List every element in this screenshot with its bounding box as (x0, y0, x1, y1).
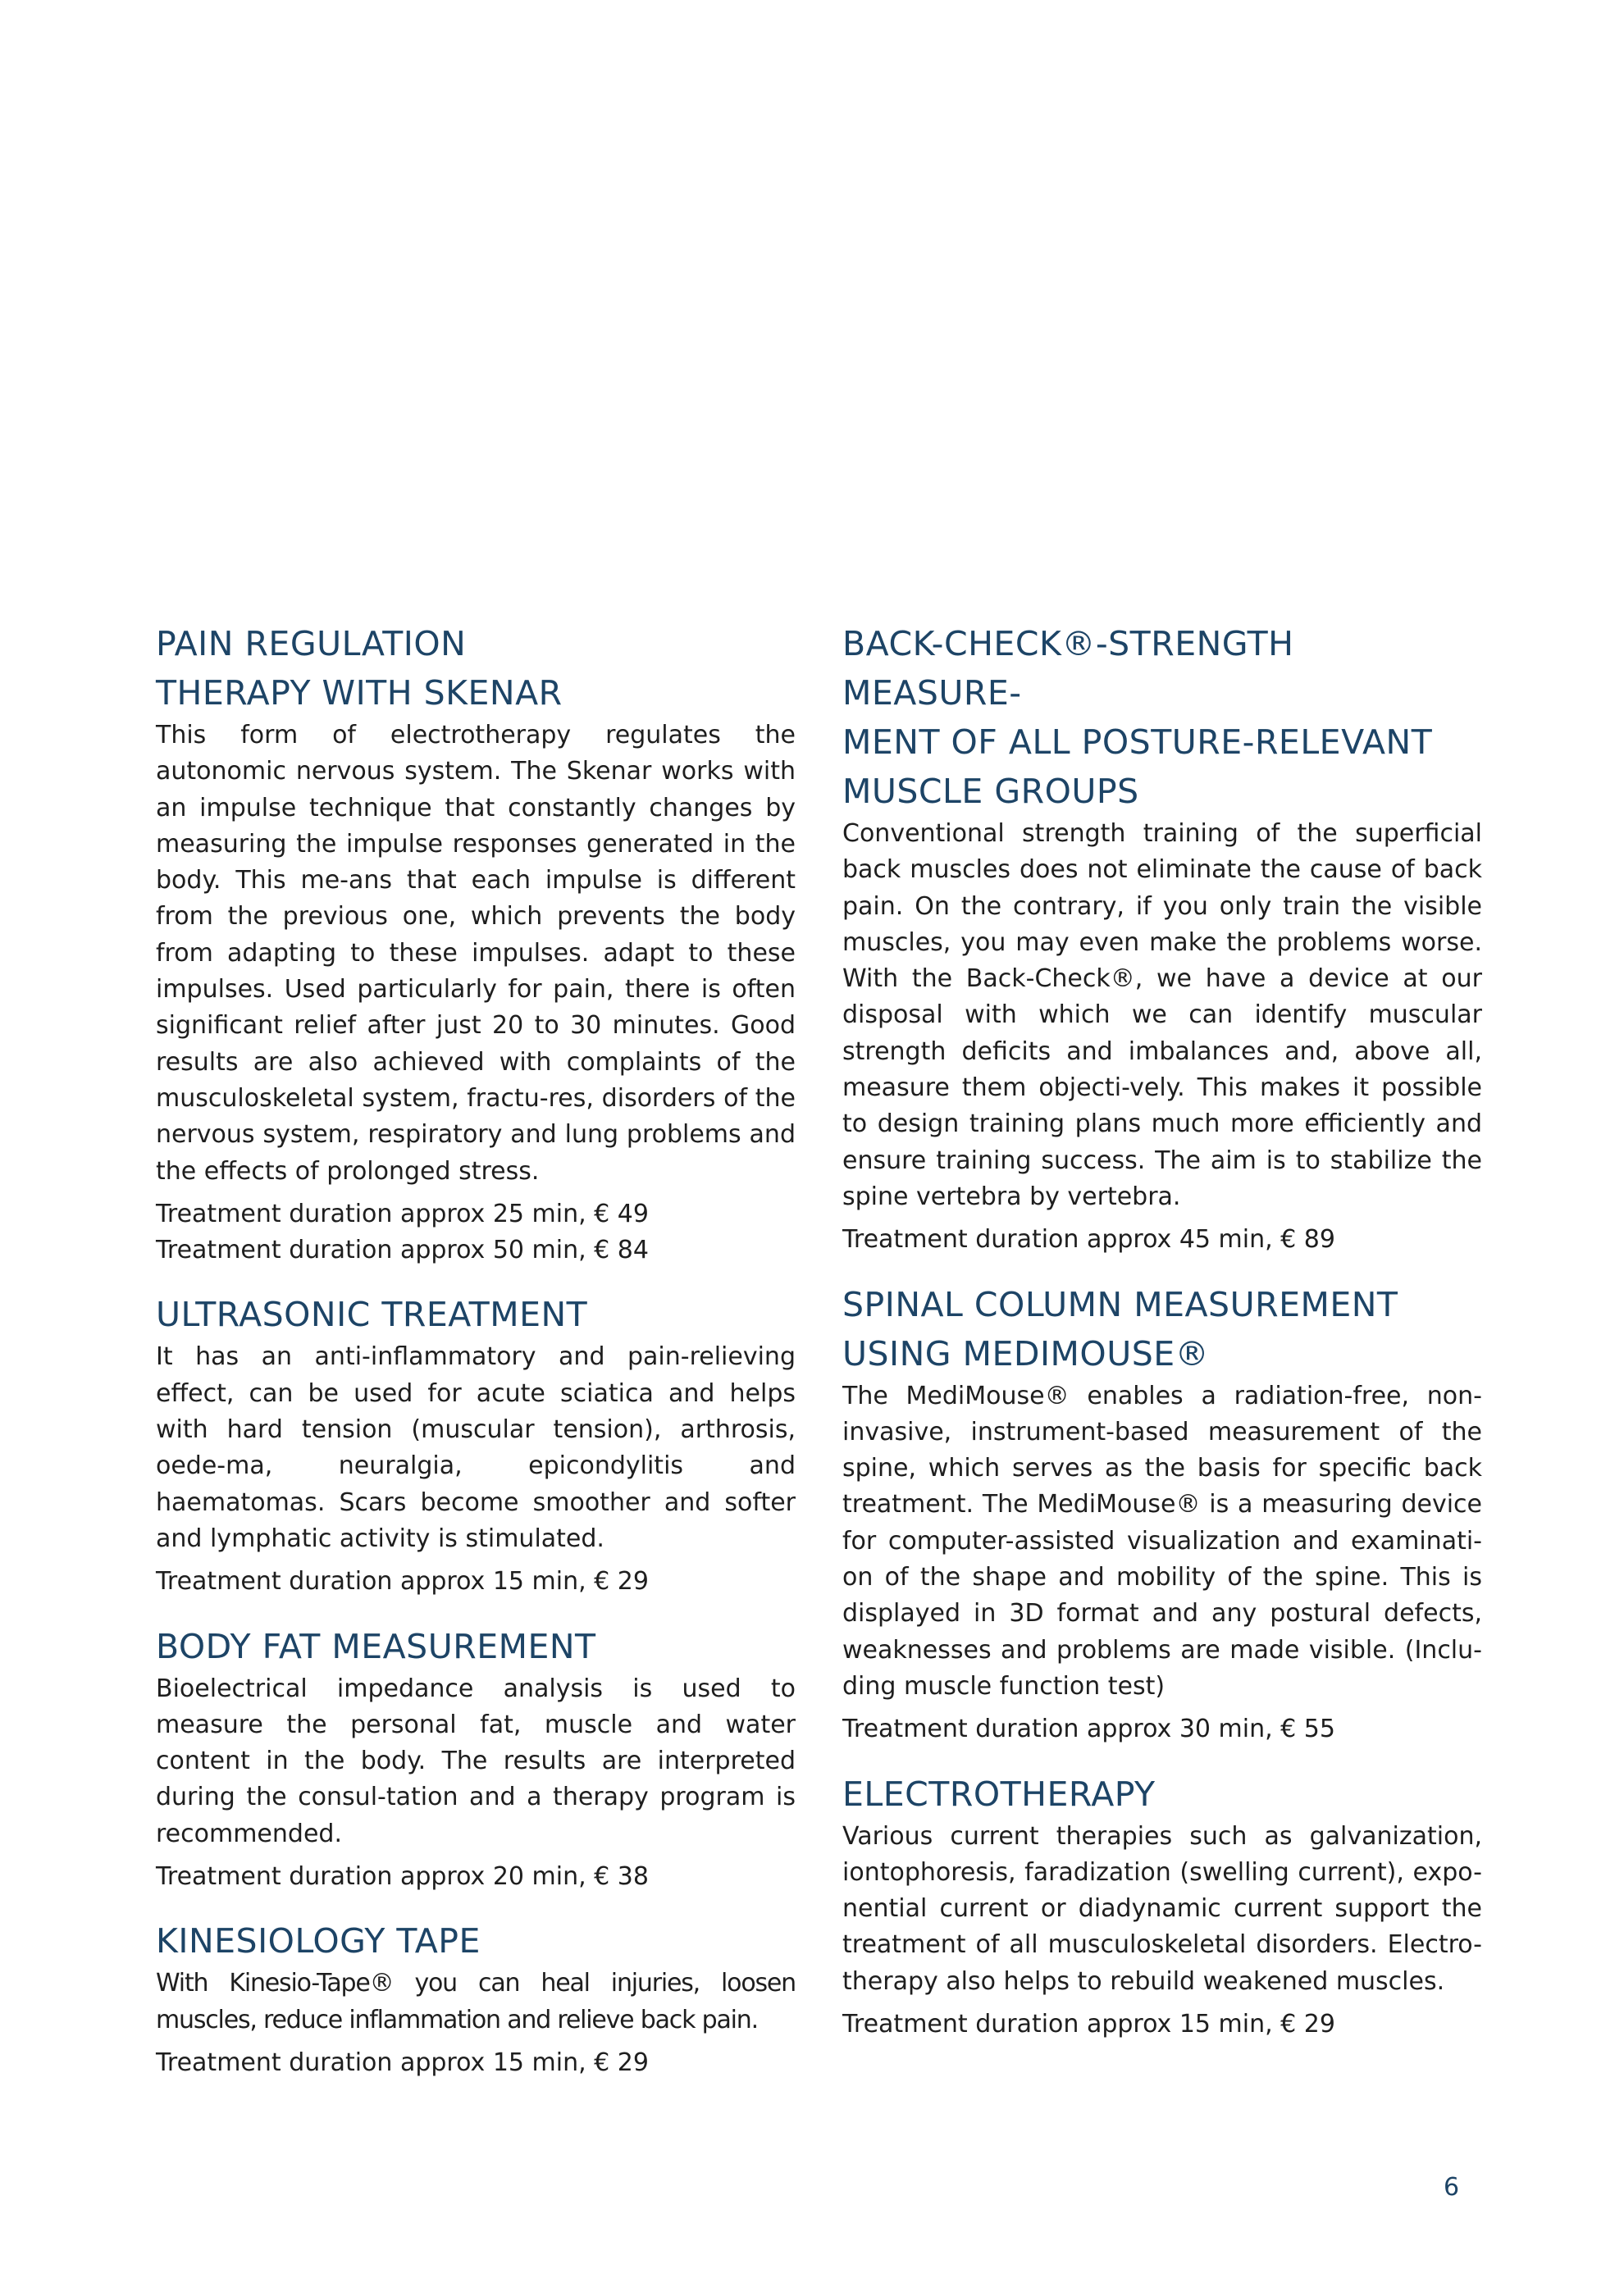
title-line: USING MEDIMOUSE® (842, 1333, 1210, 1374)
title-line: MUSCLE GROUPS (842, 772, 1139, 811)
section-body: The MediMouse® enables a radiation-free, non-invasive, instrument-based measurement of the spine, which serves as the basis for specific back treatment. The MediMouse® is a measuring device for computer-assisted visualization and examinati-on of the shape and mobility of the spine. This is displayed in 3D format and any postural defects, weaknesses and problems are made visible. (Inclu-ding muscle function test) (842, 1381, 1482, 1701)
section-title (842, 619, 1482, 816)
title-line: PAIN REGULATION (156, 624, 467, 663)
section-title: KINESIOLOGY TAPE (156, 1921, 481, 1961)
treatment-duration: Treatment duration approx 15 min, € 29 (156, 2048, 649, 2077)
section-body: Bioelectrical impedance analysis is used to measure the personal fat, muscle and water content in the body. The results are interpreted during the consul-tation and a therapy program is recommended. (156, 1674, 796, 1848)
section-body: Conventional strength training of the superficial back muscles does not eliminate the cause of back pain. On the contrary, if you only train the visible muscles, you may even make the problems worse. With the Back-Check®, we have a device at our disposal with which we can identify muscular strength deficits and imbalances and, above all, measure them objecti-vely. This makes it possible to design training plans much more efficiently and ensure training success. The aim is to stabilize the spine vertebra by vertebra. (842, 819, 1482, 1211)
treatment-duration: Treatment duration approx 15 min, € 29 (156, 1567, 649, 1597)
section-body-fat (156, 1622, 796, 1896)
treatment-duration: Treatment duration approx 45 min, € 89 (842, 1225, 1335, 1255)
section-body: With Kinesio-Tape® you can heal injuries, loosen muscles, reduce inflammation and relieve back pain. (156, 1969, 796, 2034)
title-line: MENT OF ALL POSTURE-RELEVANT (842, 722, 1433, 762)
section-body: Various current therapies such as galvanization, iontophoresis, faradization (swelling current), expo-nential current or diadynamic current support the treatment of all musculoskeletal disorders. Electro-therapy also helps to rebuild weakened muscles. (842, 1821, 1482, 1996)
page-number: 6 (1444, 2173, 1460, 2202)
section-ultrasonic (156, 1290, 796, 1600)
title-line: BACK-CHECK®-STRENGTH MEASURE- (842, 624, 1294, 713)
section-electrotherapy (842, 1770, 1482, 2043)
treatment-duration: Treatment duration approx 25 min, € 49 (156, 1199, 649, 1228)
treatment-duration: Treatment duration approx 20 min, € 38 (156, 1862, 649, 1892)
section-title (156, 619, 796, 718)
treatment-duration: Treatment duration approx 15 min, € 29 (842, 2010, 1335, 2039)
section-title (842, 1280, 1482, 1378)
title-line: THERAPY WITH SKENAR (156, 673, 563, 713)
section-body: It has an anti-inflammatory and pain-relieving effect, can be used for acute sciatica and helps with hard tension (muscular tension), arthrosis, oede-ma, neuralgia, epicondylitis and haematomas. Scars become smoother and softer and lymphatic activity is stimulated. (156, 1342, 796, 1553)
section-pain-regulation (156, 619, 796, 1269)
section-back-check (842, 619, 1482, 1259)
section-title: ELECTROTHERAPY (842, 1774, 1156, 1814)
treatment-duration: Treatment duration approx 50 min, € 84 (156, 1236, 649, 1265)
title-line: SPINAL COLUMN MEASUREMENT (842, 1284, 1398, 1324)
section-title: BODY FAT MEASUREMENT (156, 1626, 596, 1666)
section-title: ULTRASONIC TREATMENT (156, 1295, 588, 1335)
section-kinesiology (156, 1916, 796, 2081)
left-column (156, 619, 796, 2102)
treatment-duration: Treatment duration approx 30 min, € 55 (842, 1715, 1335, 1744)
section-spinal-column (842, 1280, 1482, 1748)
right-column (842, 619, 1482, 2064)
section-body: This form of electrotherapy regulates the autonomic nervous system. The Skenar works with an impulse technique that constantly changes by measuring the impulse responses generated in the body. This me-ans that each impulse is different from the previous one, which prevents the body from adapting to these impulses. adapt to these impulses. Used particularly for pain, there is often significant relief after just 20 to 30 minutes. Good results are also achieved with complaints of the musculoskeletal system, fractu-res, disorders of the nervous system, respiratory and lung problems and the effects of prolonged stress. (156, 721, 796, 1186)
